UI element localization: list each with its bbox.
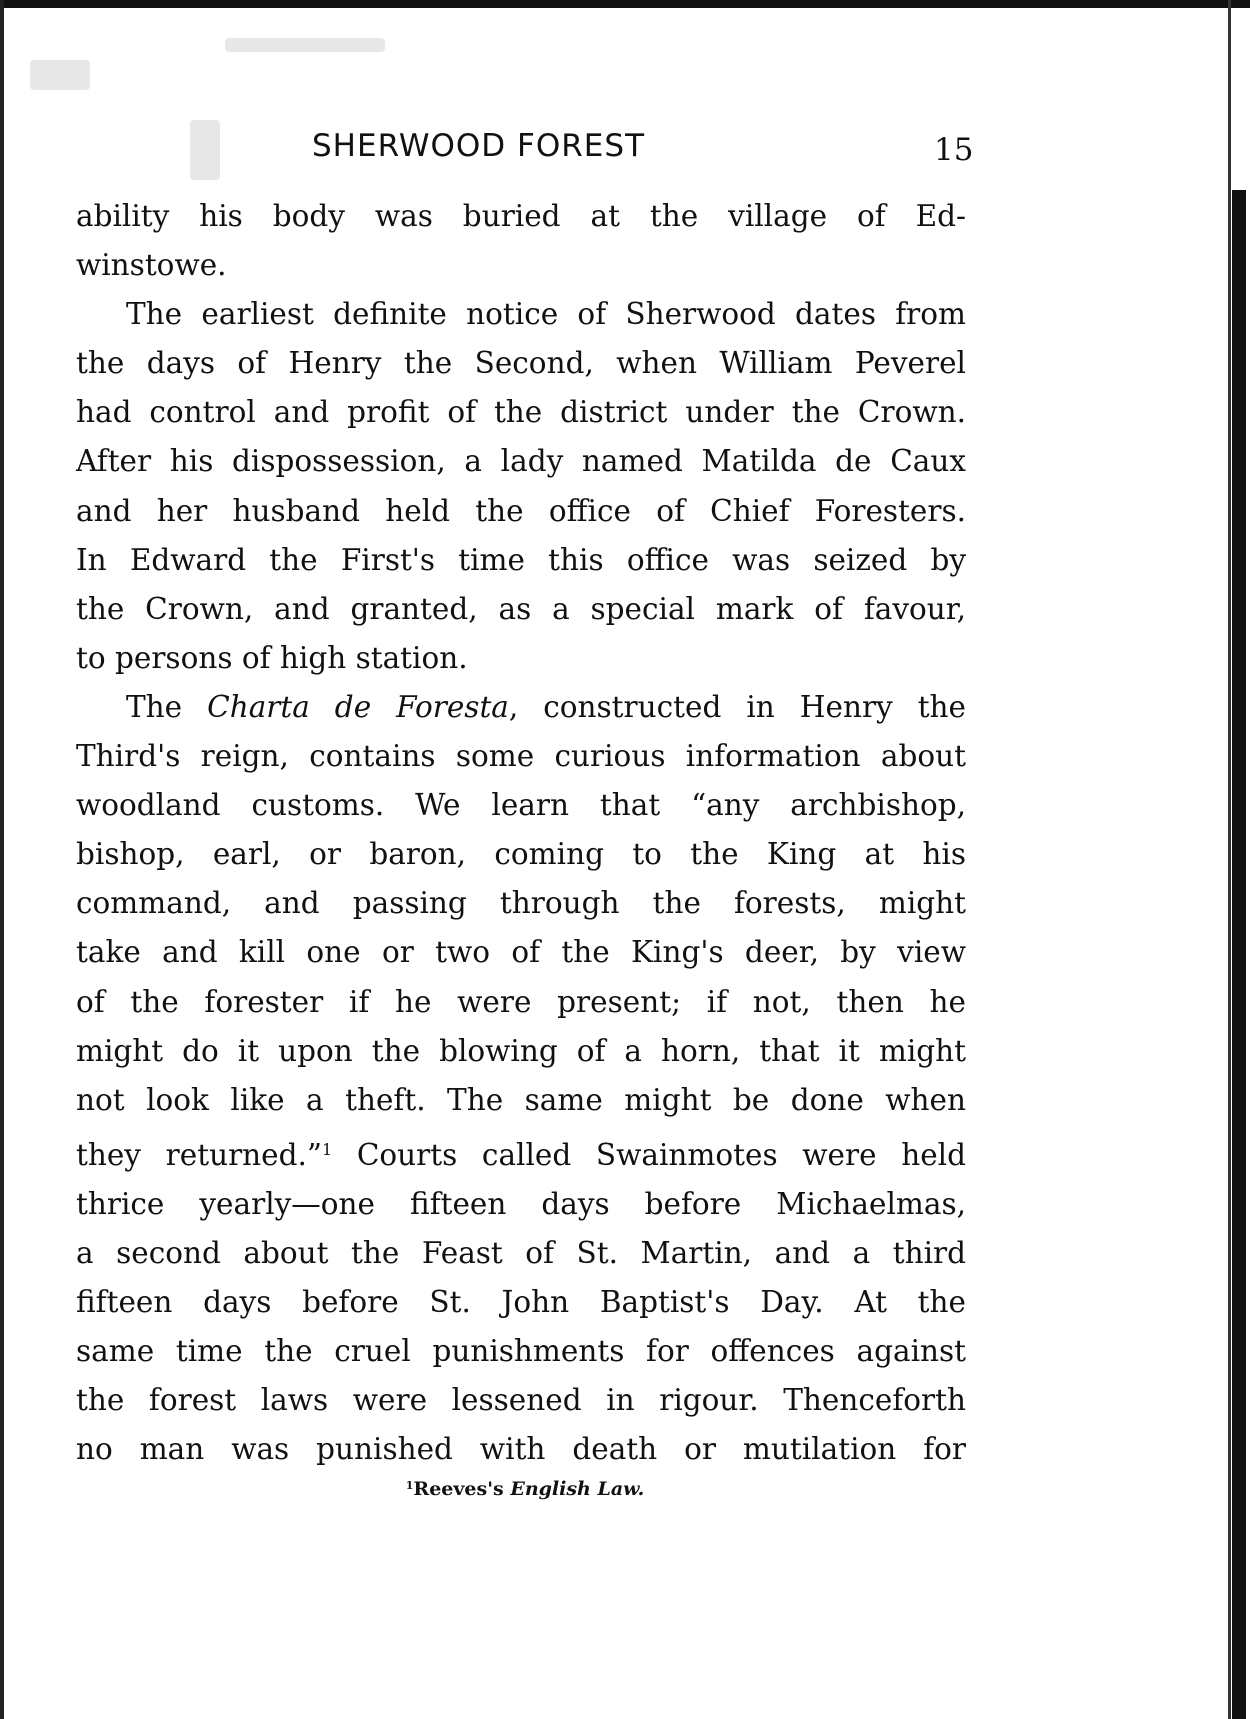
text-line: the days of Henry the Second, when William Peverel [76, 346, 966, 381]
scan-smudge [30, 60, 90, 90]
text-line: the forest laws were lessened in rigour. Thenceforth [76, 1383, 966, 1418]
footnote-number: 1 [405, 1479, 414, 1492]
scan-left-border [0, 0, 4, 1719]
footnote-author: Reeves's [413, 1478, 511, 1500]
scan-right-edge [1228, 0, 1250, 1719]
text-line: the Crown, and granted, as a special mark of favour, [76, 591, 966, 626]
text-line: no man was punished with death or mutilation for [76, 1432, 966, 1467]
body-text [76, 192, 966, 1474]
scan-top-border [0, 0, 1250, 8]
text-run: they returned.” [76, 1137, 322, 1172]
footnote-title: English Law. [510, 1478, 645, 1500]
text-run: , constructed in Henry the [508, 689, 967, 724]
text-line: a second about the Feast of St. Martin, and a third [76, 1235, 966, 1270]
footnote [0, 1478, 1250, 1500]
text-line: winstowe. [76, 248, 227, 283]
text-line: Third's reign, contains some curious information about [76, 739, 966, 774]
paragraph [76, 192, 966, 290]
text-line: take and kill one or two of the King's deer, by view [76, 935, 966, 970]
running-head [0, 128, 1250, 168]
paragraph [76, 290, 966, 683]
text-line: woodland customs. We learn that “any archbishop, [76, 788, 966, 823]
running-title: SHERWOOD FOREST [312, 128, 646, 164]
text-line: had control and profit of the district under the Crown. [76, 395, 966, 430]
text-line: might do it upon the blowing of a horn, that it might [76, 1033, 966, 1068]
text-line: In Edward the First's time this office was seized by [76, 542, 966, 577]
text-line: to persons of high station. [76, 640, 468, 675]
text-run: Courts called Swainmotes were held [332, 1137, 966, 1172]
text-line [76, 683, 966, 732]
text-line: not look like a theft. The same might be done when [76, 1082, 966, 1117]
paragraph [76, 683, 966, 1475]
text-line: The earliest definite notice of Sherwood dates from [126, 297, 966, 332]
text-line: of the forester if he were present; if not, then he [76, 984, 966, 1019]
text-line: bishop, earl, or baron, coming to the King at his [76, 837, 966, 872]
text-line: fifteen days before St. John Baptist's Day. At the [76, 1285, 966, 1320]
text-line [76, 1125, 966, 1180]
italic-title: Charta de Foresta [207, 689, 509, 724]
page-number: 15 [934, 132, 974, 168]
text-line: same time the cruel punishments for offences against [76, 1334, 966, 1369]
text-run: The [126, 689, 208, 724]
scan-smudge [225, 38, 385, 52]
text-line: ability his body was buried at the village of Ed- [76, 199, 966, 233]
text-line: and her husband held the office of Chief Foresters. [76, 493, 966, 528]
footnote-marker[interactable]: 1 [321, 1139, 333, 1159]
text-line: After his dispossession, a lady named Matilda de Caux [76, 444, 966, 479]
text-line: thrice yearly—one fifteen days before Michaelmas, [76, 1186, 966, 1221]
text-line: command, and passing through the forests, might [76, 886, 966, 921]
